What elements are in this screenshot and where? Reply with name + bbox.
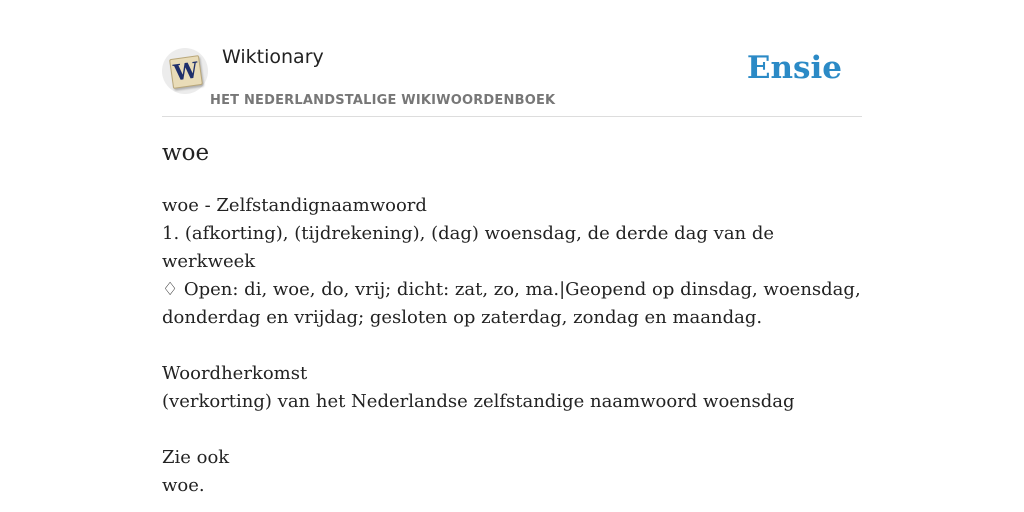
wiktionary-logo-icon[interactable] <box>162 48 208 94</box>
definition: 1. (afkorting), (tijdrekening), (dag) woensdag, de derde dag van de werkweek <box>162 223 775 272</box>
etymology-text: (verkorting) van het Nederlandse zelfstandige naamwoord woensdag <box>162 391 795 412</box>
example-sentence: ♢ Open: di, woe, do, vrij; dicht: zat, zo, ma.|Geopend op dinsdag, woensdag, donderdag en vrijdag; gesloten op zaterdag, zondag en maandag. <box>162 279 861 328</box>
site-header <box>162 40 862 117</box>
site-tagline: HET NEDERLANDSTALIGE WIKIWOORDENBOEK <box>210 93 556 108</box>
site-name[interactable]: Wiktionary <box>222 46 324 68</box>
spacer <box>162 416 862 444</box>
see-also-heading: Zie ook <box>162 447 230 468</box>
etymology-heading: Woordherkomst <box>162 363 308 384</box>
entry-title: woe <box>162 140 210 166</box>
see-also-text: woe. <box>162 475 205 496</box>
ensie-brand-link[interactable]: Ensie <box>746 50 842 86</box>
logo-tile: W <box>169 55 203 89</box>
part-of-speech: woe - Zelfstandignaamwoord <box>162 195 427 216</box>
entry-content <box>162 192 862 500</box>
spacer <box>162 332 862 360</box>
